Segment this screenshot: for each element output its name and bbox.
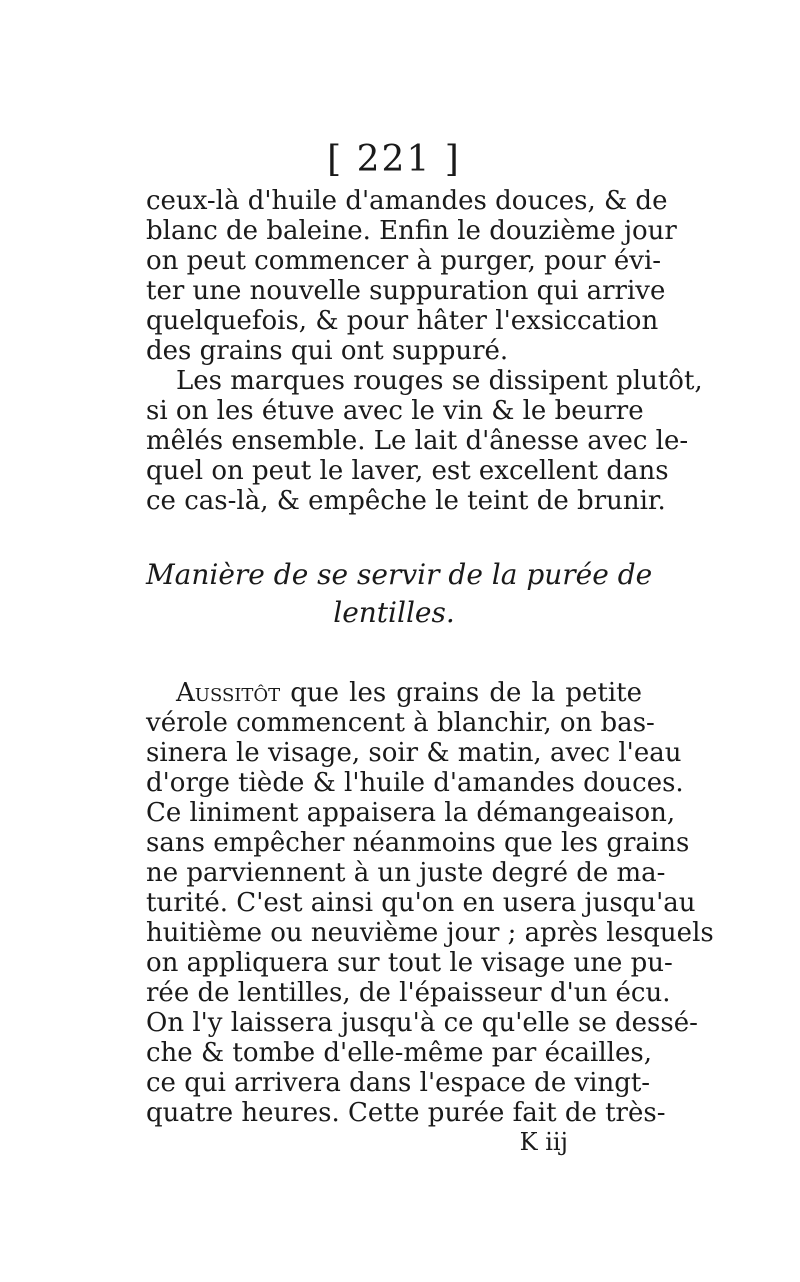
- signature-mark: K iij: [519, 1128, 568, 1156]
- text-line: vérole commencent à blanchir, on bas-: [146, 708, 655, 738]
- text-line: sinera le visage, soir & matin, avec l'eau: [146, 738, 682, 768]
- text-line: [146, 678, 642, 708]
- heading-line: lentilles.: [333, 596, 455, 629]
- text-line: Les marques rouges se dissipent plutôt,: [176, 366, 703, 396]
- text-line: rée de lentilles, de l'épaisseur d'un écu.: [146, 978, 671, 1008]
- section-heading: [146, 556, 653, 632]
- text-line: ceux-là d'huile d'amandes douces, & de: [146, 186, 668, 216]
- book-page: [146, 139, 714, 1156]
- paragraph-2: [146, 366, 703, 516]
- text-line: turité. C'est ainsi qu'on en usera jusqu'au: [146, 888, 696, 918]
- paragraph-3: [146, 678, 714, 1128]
- text-line: ne parviennent à un juste degré de ma-: [146, 858, 666, 888]
- text-line: sans empêcher néanmoins que les grains: [146, 828, 690, 858]
- lead-word: Aussitôt: [176, 678, 281, 708]
- text-line: quel on peut le laver, est excellent dans: [146, 456, 669, 486]
- text-line: des grains qui ont suppuré.: [146, 336, 509, 366]
- text-line: che & tombe d'elle-même par écailles,: [146, 1038, 652, 1068]
- text-line: quatre heures. Cette purée fait de très-: [146, 1098, 666, 1128]
- text-line: huitième ou neuvième jour ; après lesquels: [146, 918, 714, 948]
- text-line: d'orge tiède & l'huile d'amandes douces.: [146, 768, 684, 798]
- text-line: ter une nouvelle suppuration qui arrive: [146, 276, 666, 306]
- heading-line: Manière de se servir de la purée de: [146, 558, 653, 591]
- text-line: quelquefois, & pour hâter l'exsiccation: [146, 306, 659, 336]
- text-line: si on les étuve avec le vin & le beurre: [146, 396, 644, 426]
- text-line: blanc de baleine. Enfin le douzième jour: [146, 216, 677, 246]
- text-line: Ce liniment appaisera la démangeaison,: [146, 798, 676, 828]
- page-number: [ 221 ]: [327, 139, 461, 180]
- text-line: mêlés ensemble. Le lait d'ânesse avec le-: [146, 426, 689, 456]
- text-line: on peut commencer à purger, pour évi-: [146, 246, 662, 276]
- text-span: que les grains de la petite: [280, 678, 642, 708]
- text-line: ce cas-là, & empêche le teint de brunir.: [146, 486, 666, 516]
- text-line: On l'y laissera jusqu'à ce qu'elle se dessé-: [146, 1008, 698, 1038]
- paragraph-1: [146, 186, 677, 366]
- text-line: ce qui arrivera dans l'espace de vingt-: [146, 1068, 651, 1098]
- text-line: on appliquera sur tout le visage une pu-: [146, 948, 673, 978]
